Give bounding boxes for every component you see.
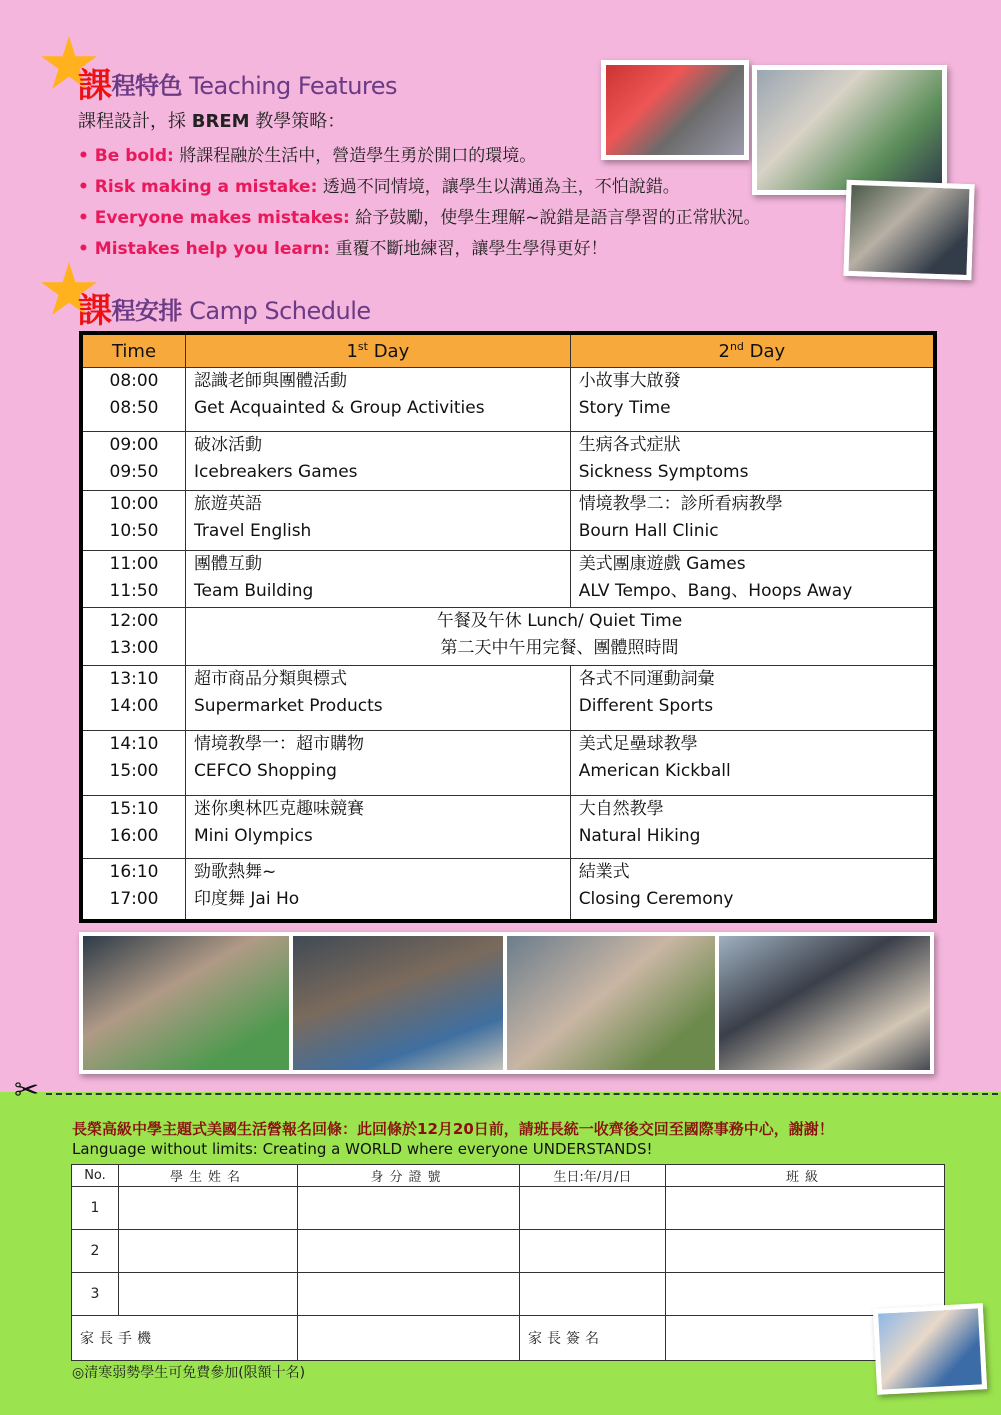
day2-cell-highlight	[570, 491, 935, 551]
day2-cell-highlight	[570, 666, 935, 731]
photo-students	[873, 1303, 987, 1395]
activity-en: Travel English	[194, 521, 312, 541]
start-time: 15:10	[109, 799, 159, 819]
form-header-row	[72, 1165, 945, 1187]
activity-en: Sickness Symptoms	[578, 462, 749, 482]
bullet-item	[78, 205, 761, 236]
header-day2	[570, 333, 935, 368]
lunch-cell	[186, 608, 936, 666]
class-field[interactable]	[666, 1230, 945, 1273]
start-time: 12:00	[109, 611, 159, 631]
birthday-field[interactable]	[520, 1187, 666, 1230]
cut-line	[46, 1093, 998, 1095]
day2-cell-highlight	[570, 432, 935, 491]
activity-cn: 迷你奧林匹克趣味競賽	[194, 799, 364, 819]
start-time: 13:10	[109, 669, 159, 689]
header-no: No.	[72, 1165, 119, 1187]
day1-cell-highlight	[186, 731, 571, 796]
photo-activity	[293, 936, 503, 1070]
class-field[interactable]	[666, 1187, 945, 1230]
row-number: 2	[72, 1230, 119, 1273]
end-time: 09:50	[109, 462, 159, 482]
footnote: ◎清寒弱勢學生可免費參加(限額十名)	[72, 1365, 306, 1381]
bullet-cn: 透過不同情境，讓學生以溝通為主，不怕說錯。	[322, 177, 680, 197]
day2-cell-highlight	[570, 731, 935, 796]
time-cell	[81, 551, 186, 608]
end-time: 10:50	[109, 521, 159, 541]
activity-cn: 生病各式症狀	[578, 435, 681, 455]
day1-cell	[186, 796, 571, 859]
activity-en: Story Time	[578, 398, 671, 418]
activity-cn: 認識老師與團體活動	[194, 371, 347, 391]
scissors-icon: ✂	[14, 1073, 40, 1108]
lunch-note: 第二天中午用完餐、團體照時間	[440, 638, 679, 658]
day2-number: 2	[718, 341, 730, 362]
bullet-cn: 將課程融於生活中，營造學生勇於開口的環境。	[179, 146, 537, 166]
schedule-row	[81, 666, 935, 731]
schedule-row	[81, 551, 935, 608]
photo-police-officer	[752, 65, 947, 195]
header-class: 班級	[666, 1165, 945, 1187]
photo-classroom	[601, 60, 749, 160]
bullet-cn: 重覆不斷地練習，讓學生學得更好！	[335, 239, 608, 259]
activity-en: Different Sports	[578, 696, 714, 716]
time-cell	[81, 491, 186, 551]
time-cell	[81, 432, 186, 491]
activity-cn: 各式不同運動詞彙	[578, 669, 715, 689]
schedule-row	[81, 368, 935, 432]
activity-cn: 美式足壘球教學	[578, 734, 698, 754]
parent-phone-field[interactable]	[298, 1316, 520, 1361]
id-field[interactable]	[298, 1230, 520, 1273]
title-initial: 課	[78, 291, 112, 331]
activity-cn: 小故事大啟發	[578, 371, 681, 391]
schedule-row	[81, 796, 935, 859]
form-row	[72, 1273, 945, 1316]
teaching-bullets	[78, 143, 761, 267]
end-time: 13:00	[109, 638, 159, 658]
parent-sign-label: 家長簽名	[520, 1316, 666, 1361]
day2-cell	[570, 796, 935, 859]
row-number: 1	[72, 1187, 119, 1230]
header-id: 身分證號	[298, 1165, 520, 1187]
time-cell	[81, 608, 186, 666]
id-field[interactable]	[298, 1273, 520, 1316]
activity-en: Bourn Hall Clinic	[578, 521, 719, 541]
activity-cn: 美式團康遊戲 Games	[578, 554, 746, 574]
intro-suffix: 教學策略：	[255, 111, 346, 132]
id-field[interactable]	[298, 1187, 520, 1230]
end-time: 08:50	[109, 398, 159, 418]
intro-brand: BREM	[191, 111, 250, 132]
start-time: 08:00	[109, 371, 159, 391]
title-cn: 程安排	[111, 297, 182, 325]
end-time: 14:00	[109, 696, 159, 716]
day1-word: Day	[373, 341, 410, 362]
day1-suffix: st	[357, 340, 368, 353]
schedule-row	[81, 491, 935, 551]
form-title: 長榮高級中學主題式美國生活營報名回條：此回條於12月20日前，請班長統一收齊後交回至國際事務中心，謝謝！	[72, 1120, 834, 1138]
time-cell	[81, 666, 186, 731]
activity-cn: 情境教學一：超市購物	[194, 734, 364, 754]
activity-cn: 勁歌熱舞~	[194, 862, 277, 882]
start-time: 09:00	[109, 435, 159, 455]
title-initial: 課	[78, 66, 112, 106]
activity-cn: 大自然教學	[578, 799, 664, 819]
name-field[interactable]	[119, 1230, 298, 1273]
header-day1	[186, 333, 571, 368]
title-en: Camp Schedule	[189, 297, 371, 325]
activity-cn: 旅遊英語	[194, 494, 262, 514]
day1-cell	[186, 368, 571, 432]
activity-en: Icebreakers Games	[194, 462, 358, 482]
lunch-text: 午餐及午休 Lunch/ Quiet Time	[436, 611, 683, 631]
title-en: Teaching Features	[189, 72, 398, 100]
activity-cn: 團體互動	[194, 554, 262, 574]
activity-en: American Kickball	[578, 761, 731, 781]
day1-cell	[186, 491, 571, 551]
form-subtitle: Language without limits: Creating a WORLD where everyone UNDERSTANDS!	[72, 1140, 653, 1158]
day1-cell-highlight	[186, 666, 571, 731]
schedule-row-lunch	[81, 608, 935, 666]
day1-cell	[186, 551, 571, 608]
activity-en: Supermarket Products	[194, 696, 383, 716]
day1-cell	[186, 859, 571, 921]
birthday-field[interactable]	[520, 1273, 666, 1316]
end-time: 16:00	[109, 826, 159, 846]
teaching-features-title	[78, 58, 397, 107]
bullet-en: • Risk making a mistake:	[78, 177, 318, 197]
camp-schedule-title	[78, 283, 371, 332]
header-name: 學生姓名	[119, 1165, 298, 1187]
row-number: 3	[72, 1273, 119, 1316]
activity-en: Team Building	[194, 581, 314, 601]
photo-group	[843, 180, 974, 280]
time-cell	[81, 796, 186, 859]
form-row	[72, 1230, 945, 1273]
activity-cn: 破冰活動	[194, 435, 262, 455]
start-time: 16:10	[109, 862, 159, 882]
activity-en: CEFCO Shopping	[194, 761, 337, 781]
photo-activity	[83, 936, 289, 1070]
activity-en: Get Acquainted & Group Activities	[194, 398, 485, 418]
bullet-item	[78, 174, 761, 205]
schedule-table	[79, 331, 937, 923]
photo-activity	[719, 936, 930, 1070]
form-row	[72, 1187, 945, 1230]
activity-en: 印度舞 Jai Ho	[194, 889, 300, 909]
end-time: 17:00	[109, 889, 159, 909]
bullet-cn: 給予鼓勵，使學生理解~說錯是語言學習的正常狀況。	[355, 208, 761, 228]
time-cell	[81, 731, 186, 796]
photo-strip	[79, 932, 934, 1074]
activity-en: Closing Ceremony	[578, 889, 734, 909]
name-field[interactable]	[119, 1273, 298, 1316]
birthday-field[interactable]	[520, 1230, 666, 1273]
registration-table	[71, 1164, 945, 1361]
schedule-row	[81, 731, 935, 796]
activity-cn: 情境教學二：診所看病教學	[578, 494, 783, 514]
parent-row	[72, 1316, 945, 1361]
day2-cell	[570, 368, 935, 432]
header-birthday: 生日:年/月/日	[520, 1165, 666, 1187]
day2-suffix: nd	[729, 340, 744, 353]
start-time: 14:10	[109, 734, 159, 754]
day2-word: Day	[749, 341, 786, 362]
activity-en: Natural Hiking	[578, 826, 701, 846]
header-time: Time	[81, 333, 186, 368]
schedule-row	[81, 432, 935, 491]
time-cell	[81, 859, 186, 921]
day2-cell	[570, 859, 935, 921]
activity-cn: 結業式	[578, 862, 630, 882]
name-field[interactable]	[119, 1187, 298, 1230]
intro-prefix: 課程設計，採	[78, 111, 186, 132]
parent-phone-label: 家長手機	[72, 1316, 298, 1361]
bullet-en: • Mistakes help you learn:	[78, 239, 331, 259]
title-cn: 程特色	[111, 72, 182, 100]
bullet-en: • Be bold:	[78, 146, 174, 166]
activity-cn: 超市商品分類與標式	[194, 669, 347, 689]
activity-en: ALV Tempo、Bang、Hoops Away	[578, 581, 853, 601]
end-time: 11:50	[109, 581, 159, 601]
schedule-row	[81, 859, 935, 921]
day1-number: 1	[346, 341, 358, 362]
day2-cell	[570, 551, 935, 608]
intro-line	[78, 107, 345, 133]
time-cell	[81, 368, 186, 432]
start-time: 11:00	[109, 554, 159, 574]
end-time: 15:00	[109, 761, 159, 781]
bullet-en: • Everyone makes mistakes:	[78, 208, 350, 228]
bullet-item	[78, 236, 761, 267]
photo-activity	[507, 936, 715, 1070]
schedule-header-row	[81, 333, 935, 368]
activity-en: Mini Olympics	[194, 826, 313, 846]
start-time: 10:00	[109, 494, 159, 514]
day1-cell	[186, 432, 571, 491]
